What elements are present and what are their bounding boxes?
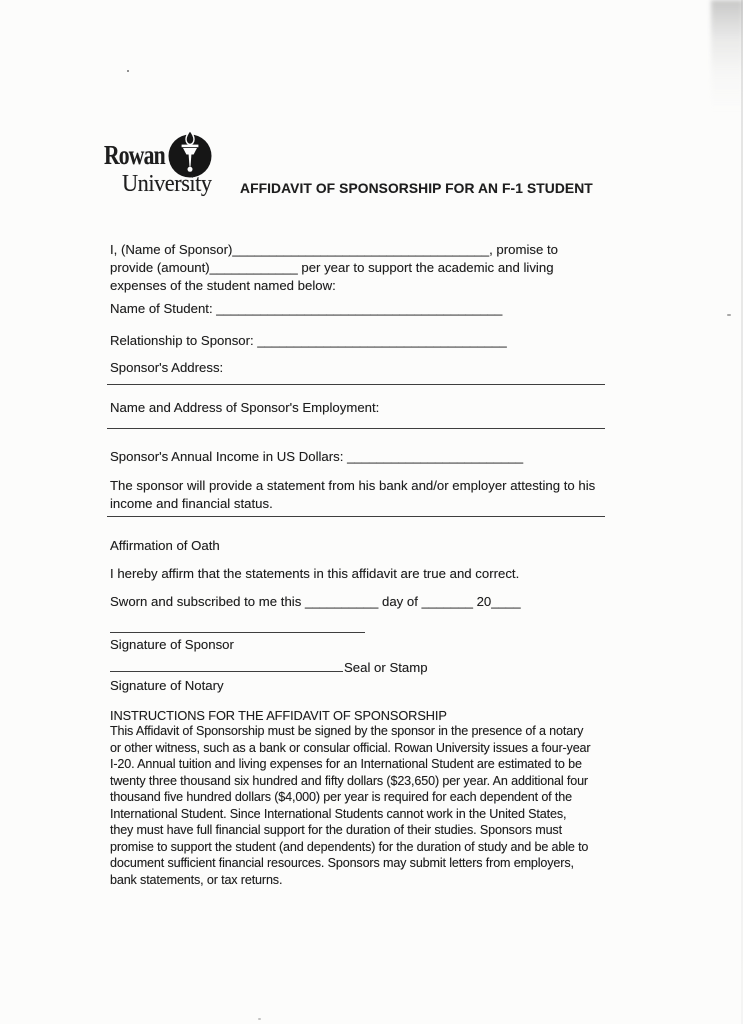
scan-speck <box>127 70 129 72</box>
intro-line: provide (amount)____________ per year to support the academic and living <box>110 260 554 275</box>
sworn-and-subscribed-line: Sworn and subscribed to me this __________ day of _______ 20____ <box>110 594 521 609</box>
scan-speck <box>258 1018 261 1020</box>
affirmation-statement: I hereby affirm that the statements in this affidavit are true and correct. <box>110 566 520 581</box>
instructions-line: This Affidavit of Sponsorship must be signed by the sponsor in the presence of a notary <box>110 724 584 738</box>
intro-paragraph <box>110 241 558 295</box>
sponsor-signature-line <box>110 632 365 633</box>
instructions-heading: INSTRUCTIONS FOR THE AFFIDAVIT OF SPONSORSHIP <box>110 708 447 723</box>
sponsor-signature-label: Signature of Sponsor <box>110 637 234 652</box>
instructions-line: they must have full financial support for the duration of their studies. Sponsors must <box>110 823 562 837</box>
instructions-line: promise to support the student (and dependents) for the duration of study and be able to <box>110 839 589 854</box>
field-employment-label: Name and Address of Sponsor's Employment: <box>110 400 380 415</box>
document-title: AFFIDAVIT OF SPONSORSHIP FOR AN F-1 STUDENT <box>240 181 593 196</box>
instructions-paragraph <box>110 723 590 888</box>
scan-smudge <box>711 0 743 112</box>
field-annual-income: Sponsor's Annual Income in US Dollars: ________________________ <box>110 449 524 464</box>
instructions-line: International Student. Since International Students cannot work in the United States, <box>110 806 567 821</box>
instructions-line: twenty three thousand six hundred and fifty dollars ($23,650) per year. An additional four <box>110 773 588 788</box>
field-relationship-to-sponsor: Relationship to Sponsor: __________________________________ <box>110 333 507 348</box>
section-divider-line <box>107 516 605 517</box>
affirmation-heading: Affirmation of Oath <box>110 538 220 553</box>
field-sponsors-address-label: Sponsor's Address: <box>110 360 224 375</box>
intro-line: I, (Name of Sponsor)___________________________________, promise to <box>110 242 558 257</box>
field-name-of-student: Name of Student: _______________________________________ <box>110 301 503 316</box>
instructions-line: bank statements, or tax returns. <box>110 872 283 887</box>
logo-text-rowan: Rowan <box>104 140 165 170</box>
notary-signature-label: Signature of Notary <box>110 678 224 693</box>
employment-writing-line <box>107 428 605 429</box>
instructions-line: thousand five hundred dollars ($4,000) per year is required for each dependent of the <box>110 790 572 804</box>
instructions-line: document sufficient financial resources. Sponsors may submit letters from employers, <box>110 856 574 870</box>
bank-statement-line: The sponsor will provide a statement from his bank and/or employer attesting to his <box>110 478 596 493</box>
scan-speck <box>727 314 731 316</box>
notary-signature-line <box>110 671 343 672</box>
seal-or-stamp-label: Seal or Stamp <box>344 660 428 675</box>
intro-line: expenses of the student named below: <box>110 278 336 293</box>
sponsors-address-writing-line <box>107 384 605 385</box>
logo-text-university: University <box>122 171 212 197</box>
instructions-line: or other witness, such as a bank or consular official. Rowan University issues a four-year <box>110 740 591 755</box>
bank-statement-line: income and financial status. <box>110 496 273 511</box>
instructions-line: I-20. Annual tuition and living expenses for an International Student are estimated to be <box>110 757 582 771</box>
bank-statement-paragraph <box>110 477 595 513</box>
